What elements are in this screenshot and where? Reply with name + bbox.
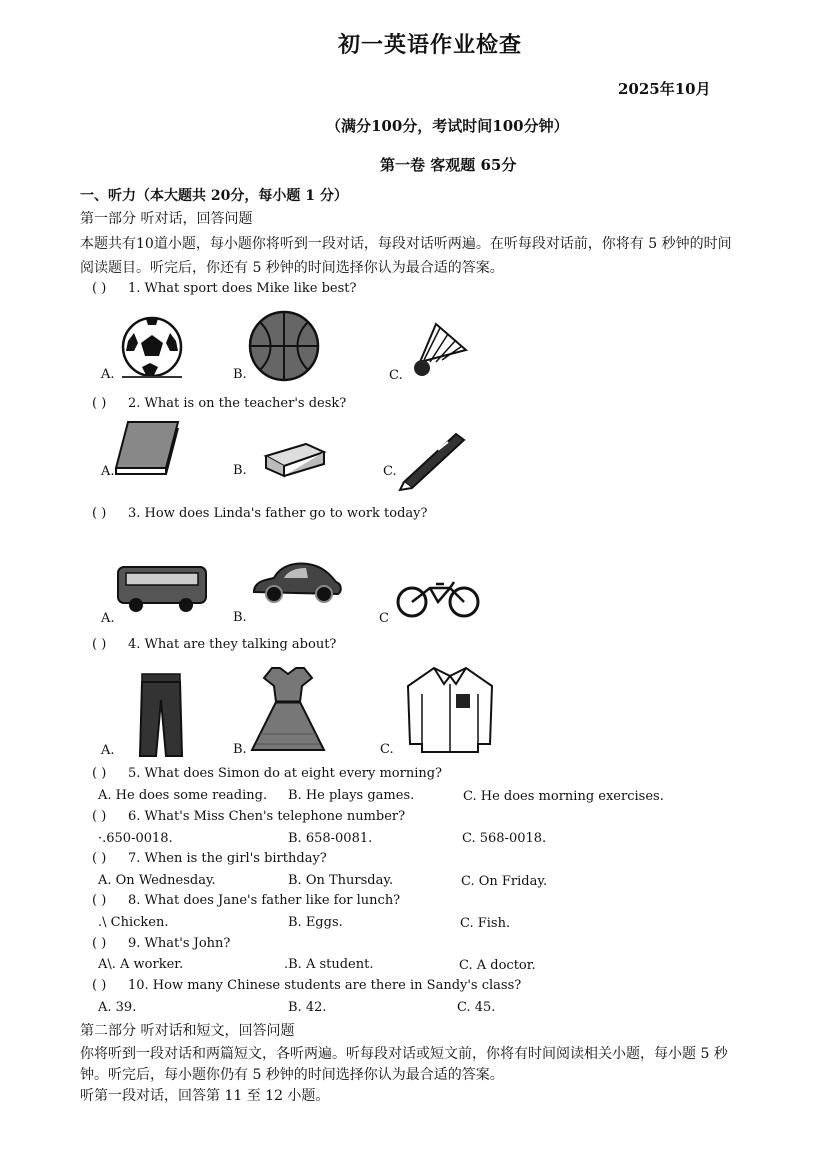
option-b[interactable]: .B. A student. — [284, 957, 374, 972]
eraser-icon — [262, 438, 326, 478]
option-a[interactable]: A. — [101, 464, 115, 479]
option-a[interactable]: ·.650-0018. — [98, 831, 173, 846]
part2-desc-line1: 你将听到一段对话和两篇短文，各听两遍。听每段对话或短文前，你将有时间阅读相关小题，每小题 5 秒 — [80, 1046, 728, 1062]
exam-date: 2025年10月 — [618, 80, 711, 98]
part1-desc-line1: 本题共有10道小题，每小题你将听到一段对话，每段对话听两遍。在听每段对话前，你将有 5 秒钟的时间 — [80, 236, 732, 252]
option-c[interactable]: C. — [389, 368, 403, 383]
car-icon — [250, 558, 344, 606]
question-text: 1. What sport does Mike like best? — [128, 281, 357, 296]
volume-title: 第一卷 客观题 65分 — [380, 156, 517, 174]
question-text: 3. How does Linda's father go to work today? — [128, 506, 428, 521]
option-c[interactable]: C. On Friday. — [461, 874, 548, 889]
answer-blank[interactable]: ( ) — [92, 766, 107, 781]
answer-blank[interactable]: ( ) — [92, 396, 107, 411]
option-a[interactable]: .\ Chicken. — [98, 915, 169, 930]
option-b[interactable]: B. — [233, 367, 247, 382]
option-a[interactable]: A. — [101, 611, 115, 626]
option-b[interactable]: B. 42. — [288, 1000, 327, 1015]
option-b[interactable]: B. — [233, 742, 247, 757]
pen-icon — [398, 428, 470, 490]
score-time-note: （满分100分，考试时间100分钟） — [326, 117, 569, 135]
answer-blank[interactable]: ( ) — [92, 851, 107, 866]
question-text: 9. What's John? — [128, 936, 231, 951]
option-a[interactable]: A. He does some reading. — [98, 788, 268, 803]
answer-blank[interactable]: ( ) — [92, 893, 107, 908]
page-title: 初一英语作业检查 — [338, 32, 523, 58]
answer-blank[interactable]: ( ) — [92, 936, 107, 951]
basketball-icon — [248, 310, 320, 382]
trousers-icon — [136, 672, 186, 758]
shuttlecock-icon — [412, 320, 468, 378]
option-b[interactable]: B. — [233, 463, 247, 478]
shirt-icon — [404, 664, 496, 756]
bicycle-icon — [396, 580, 482, 620]
part2-desc-line2: 钟。听完后，每小题你仍有 5 秒钟的时间选择你认为最合适的答案。 — [80, 1067, 504, 1083]
option-b[interactable]: B. 658-0081. — [288, 831, 373, 846]
option-c[interactable]: C. A doctor. — [459, 958, 536, 973]
option-c[interactable]: C. — [380, 742, 394, 757]
question-text: 6. What's Miss Chen's telephone number? — [128, 809, 406, 824]
bus-icon — [116, 565, 208, 613]
answer-blank[interactable]: ( ) — [92, 809, 107, 824]
question-text: 4. What are they talking about? — [128, 637, 337, 652]
question-text: 8. What does Jane's father like for lunch? — [128, 893, 401, 908]
option-c[interactable]: C. 45. — [457, 1000, 496, 1015]
part1-title: 第一部分 听对话，回答问题 — [80, 211, 253, 227]
soccer-ball-icon — [120, 315, 184, 379]
part2-desc-line3: 听第一段对话，回答第 11 至 12 小题。 — [80, 1088, 330, 1104]
option-c[interactable]: C. Fish. — [460, 916, 511, 931]
option-c[interactable]: C. 568-0018. — [462, 831, 547, 846]
dress-icon — [250, 664, 326, 756]
question-text: 7. When is the girl's birthday? — [128, 851, 327, 866]
option-a[interactable]: A\. A worker. — [98, 957, 184, 972]
option-c[interactable]: C. He does morning exercises. — [463, 789, 664, 804]
option-a[interactable]: A. 39. — [98, 1000, 137, 1015]
option-c[interactable]: C. — [383, 464, 397, 479]
option-b[interactable]: B. — [233, 610, 247, 625]
option-c[interactable]: C — [379, 611, 389, 626]
answer-blank[interactable]: ( ) — [92, 281, 107, 296]
option-b[interactable]: B. On Thursday. — [288, 873, 394, 888]
option-b[interactable]: B. He plays games. — [288, 788, 415, 803]
option-a[interactable]: A. — [101, 743, 115, 758]
section-heading: 一、听力（本大题共 20分，每小题 1 分） — [80, 188, 348, 204]
option-b[interactable]: B. Eggs. — [288, 915, 343, 930]
answer-blank[interactable]: ( ) — [92, 978, 107, 993]
part2-title: 第二部分 听对话和短文，回答问题 — [80, 1023, 295, 1039]
part1-desc-line2: 阅读题目。听完后，你还有 5 秒钟的时间选择你认为最合适的答案。 — [80, 260, 504, 276]
option-a[interactable]: A. On Wednesday. — [98, 873, 216, 888]
question-text: 2. What is on the teacher's desk? — [128, 396, 347, 411]
question-text: 5. What does Simon do at eight every morning? — [128, 766, 443, 781]
option-a[interactable]: A. — [101, 367, 115, 382]
answer-blank[interactable]: ( ) — [92, 506, 107, 521]
book-icon — [114, 420, 180, 476]
question-text: 10. How many Chinese students are there in Sandy's class? — [128, 978, 522, 993]
answer-blank[interactable]: ( ) — [92, 637, 107, 652]
